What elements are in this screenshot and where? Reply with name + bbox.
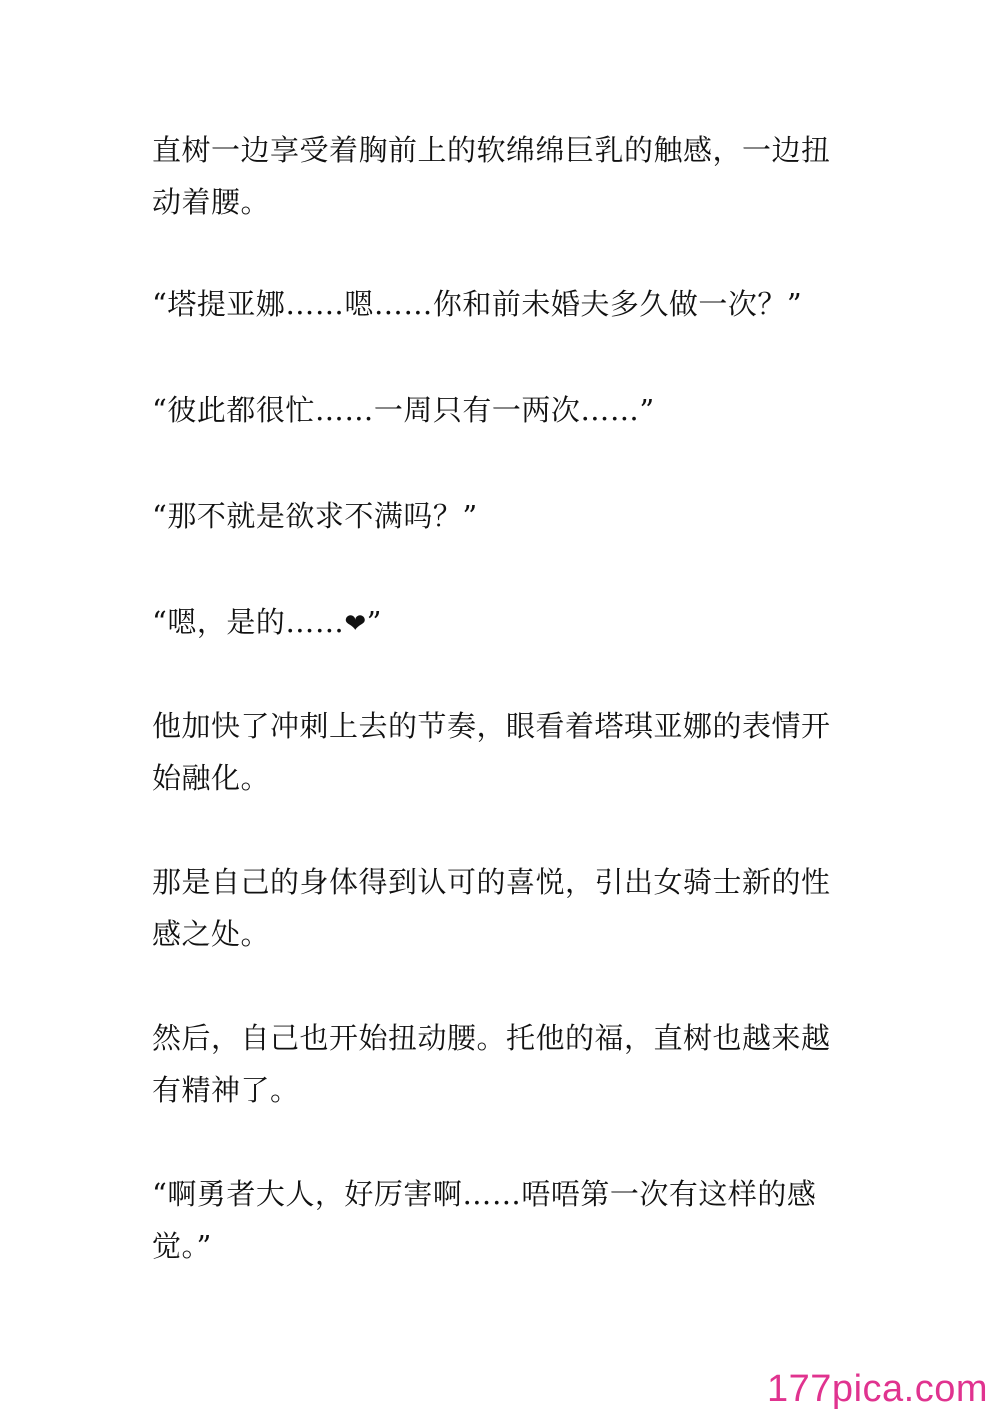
paragraph-9: “啊勇者大人，好厉害啊……唔唔第一次有这样的感觉。” <box>152 1177 817 1263</box>
paragraph-5-text: “嗯，是的…… <box>152 605 345 639</box>
paragraph-8: 然后，自己也开始扭动腰。托他的福，直树也越来越有精神了。 <box>152 1021 831 1107</box>
paragraph-6: 他加快了冲刺上去的节奏，眼看着塔琪亚娜的表情开始融化。 <box>152 709 831 795</box>
heart-icon: ❤ <box>344 609 367 639</box>
paragraph-3: “彼此都很忙……一周只有一两次……” <box>152 393 655 427</box>
closing-quote: ” <box>366 605 382 639</box>
paragraph-2: “塔提亚娜……嗯……你和前未婚夫多久做一次？” <box>152 287 803 321</box>
paragraph-4: “那不就是欲求不满吗？” <box>152 499 478 533</box>
paragraph-7: 那是自己的身体得到认可的喜悦，引出女骑士新的性感之处。 <box>152 865 831 951</box>
watermark: 177pica.com <box>767 1368 988 1410</box>
paragraph-5 <box>152 596 852 650</box>
paragraph-1: 直树一边享受着胸前上的软绵绵巨乳的触感，一边扭动着腰。 <box>152 133 831 219</box>
